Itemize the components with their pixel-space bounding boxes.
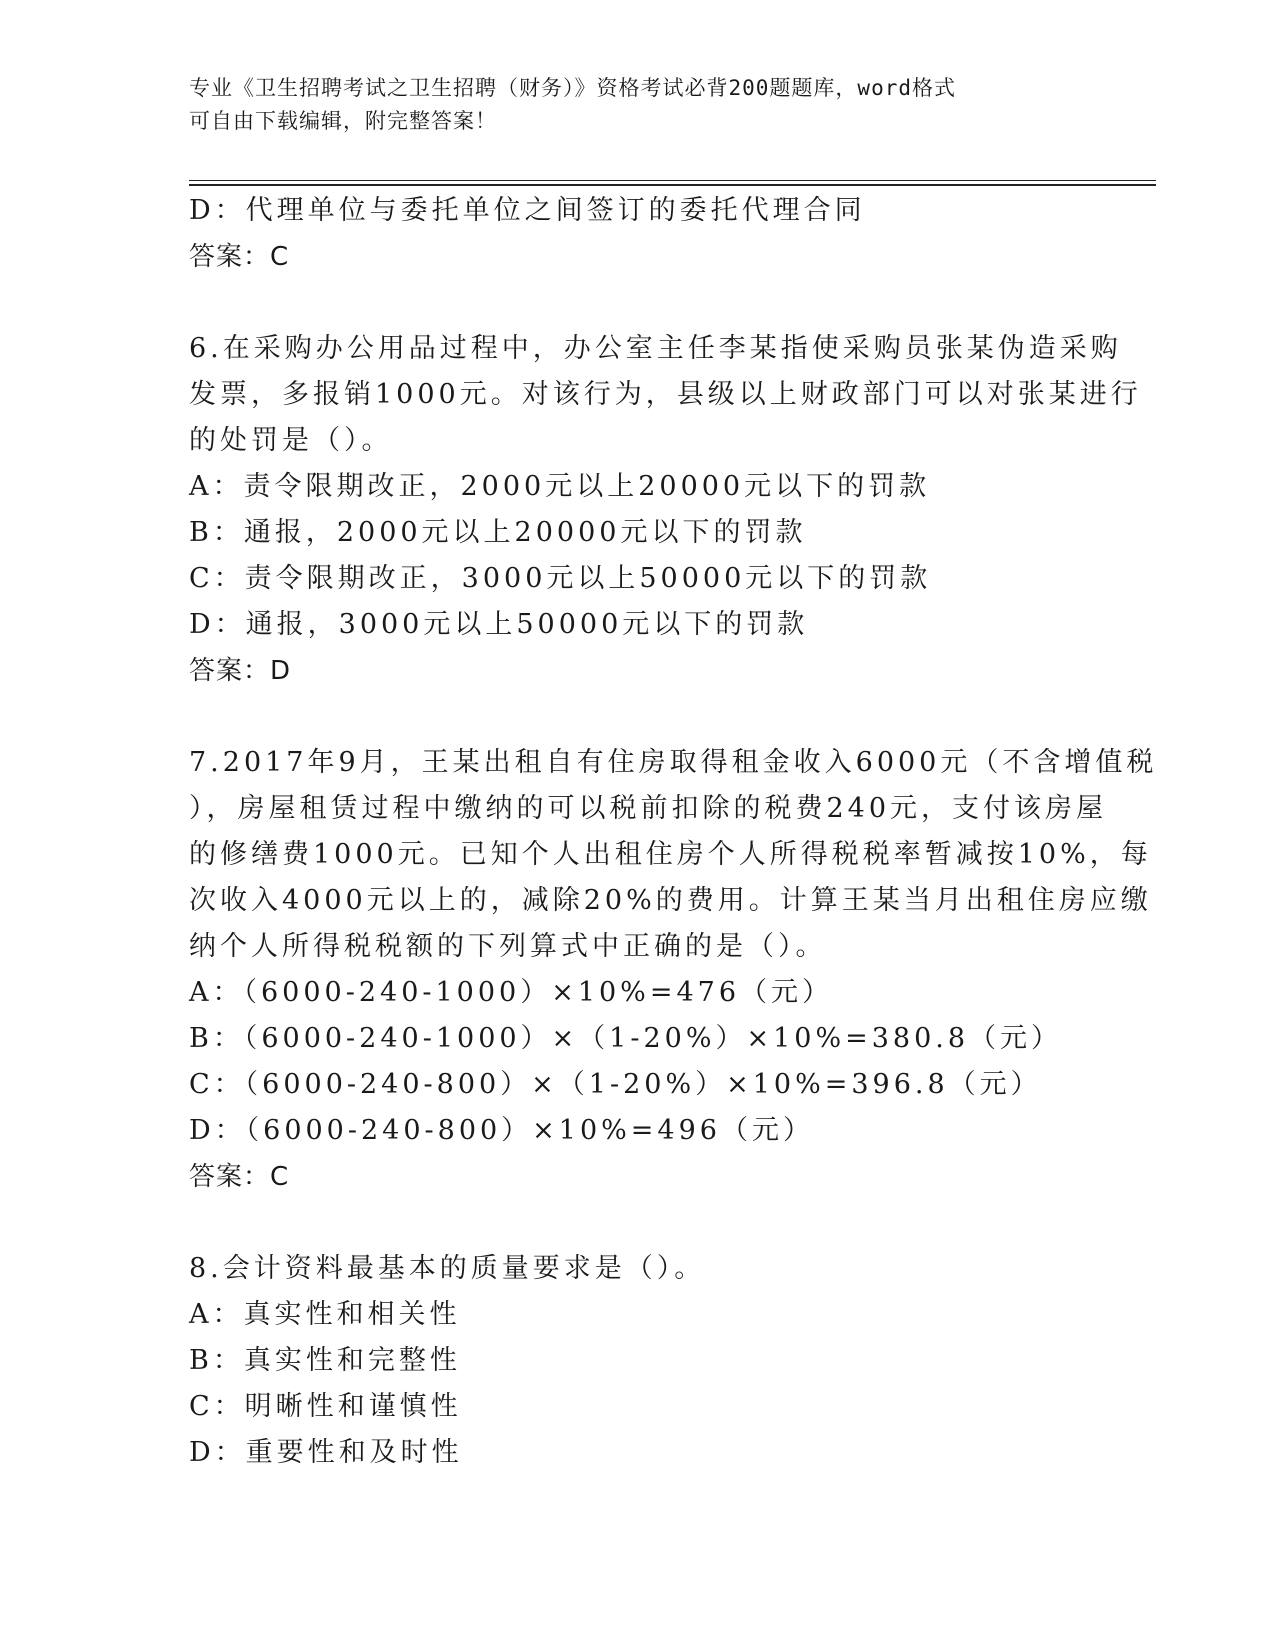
q8-stem-line-1: 8.会计资料最基本的质量要求是（）。: [189, 1253, 706, 1284]
q7-option-a: A：（6000-240-1000）×10%=476（元）: [189, 977, 833, 1008]
header-divider-thick: [189, 184, 1156, 186]
q6-stem-line-2: 发票，多报销1000元。对该行为，县级以上财政部门可以对张某进行: [189, 379, 1142, 410]
spacer: [189, 1200, 1109, 1246]
q6-answer: 答案：D: [189, 656, 292, 686]
q6-option-d: D：通报，3000元以上50000元以下的罚款: [189, 609, 809, 640]
q7-answer: 答案：C: [189, 1162, 290, 1192]
prev-option-d: D：代理单位与委托单位之间签订的委托代理合同: [189, 195, 866, 226]
q6-stem-line-1: 6.在采购办公用品过程中，办公室主任李某指使采购员张某伪造采购: [189, 333, 1122, 364]
q8-option-b: B：真实性和完整性: [189, 1345, 461, 1376]
prev-question-tail: [189, 188, 1109, 280]
spacer: [189, 280, 1109, 326]
spacer: [189, 694, 1109, 740]
q8-option-d: D：重要性和及时性: [189, 1437, 463, 1468]
q7-option-b: B：（6000-240-1000）×（1-20%）×10%=380.8（元）: [189, 1023, 1063, 1054]
question-7: [189, 740, 1158, 1200]
document-header: [189, 72, 1089, 138]
q8-option-c: C：明晰性和谨慎性: [189, 1391, 462, 1422]
question-6: [189, 326, 1142, 694]
q7-stem-line-4: 次收入4000元以上的，减除20%的费用。计算王某当月出租住房应缴: [189, 885, 1152, 916]
prev-answer: 答案：C: [189, 242, 290, 272]
q7-option-d: D：（6000-240-800）×10%=496（元）: [189, 1115, 814, 1146]
q7-stem-line-5: 纳个人所得税税额的下列算式中正确的是（）。: [189, 931, 827, 962]
header-line-2: 可自由下载编辑，附完整答案！: [189, 109, 497, 133]
q7-stem-line-1: 7.2017年9月，王某出租自有住房取得租金收入6000元（不含增值税: [189, 747, 1158, 778]
header-divider-thin: [189, 180, 1156, 181]
q7-stem-line-2: ），房屋租赁过程中缴纳的可以税前扣除的税费240元，支付该房屋: [189, 793, 1108, 824]
question-content: [189, 188, 1158, 1476]
question-8: [189, 1246, 1109, 1476]
q6-option-b: B：通报，2000元以上20000元以下的罚款: [189, 517, 807, 548]
q7-stem-line-3: 的修缮费1000元。已知个人出租住房个人所得税税率暂减按10%，每: [189, 839, 1152, 870]
q7-option-c: C：（6000-240-800）×（1-20%）×10%=396.8（元）: [189, 1069, 1042, 1100]
q6-option-a: A：责令限期改正，2000元以上20000元以下的罚款: [189, 471, 931, 502]
header-line-1: 专业《卫生招聘考试之卫生招聘（财务）》资格考试必背200题题库，word格式: [189, 76, 956, 100]
q6-option-c: C：责令限期改正，3000元以上50000元以下的罚款: [189, 563, 932, 594]
q6-stem-line-3: 的处罚是（）。: [189, 425, 393, 456]
q8-option-a: A：真实性和相关性: [189, 1299, 461, 1330]
